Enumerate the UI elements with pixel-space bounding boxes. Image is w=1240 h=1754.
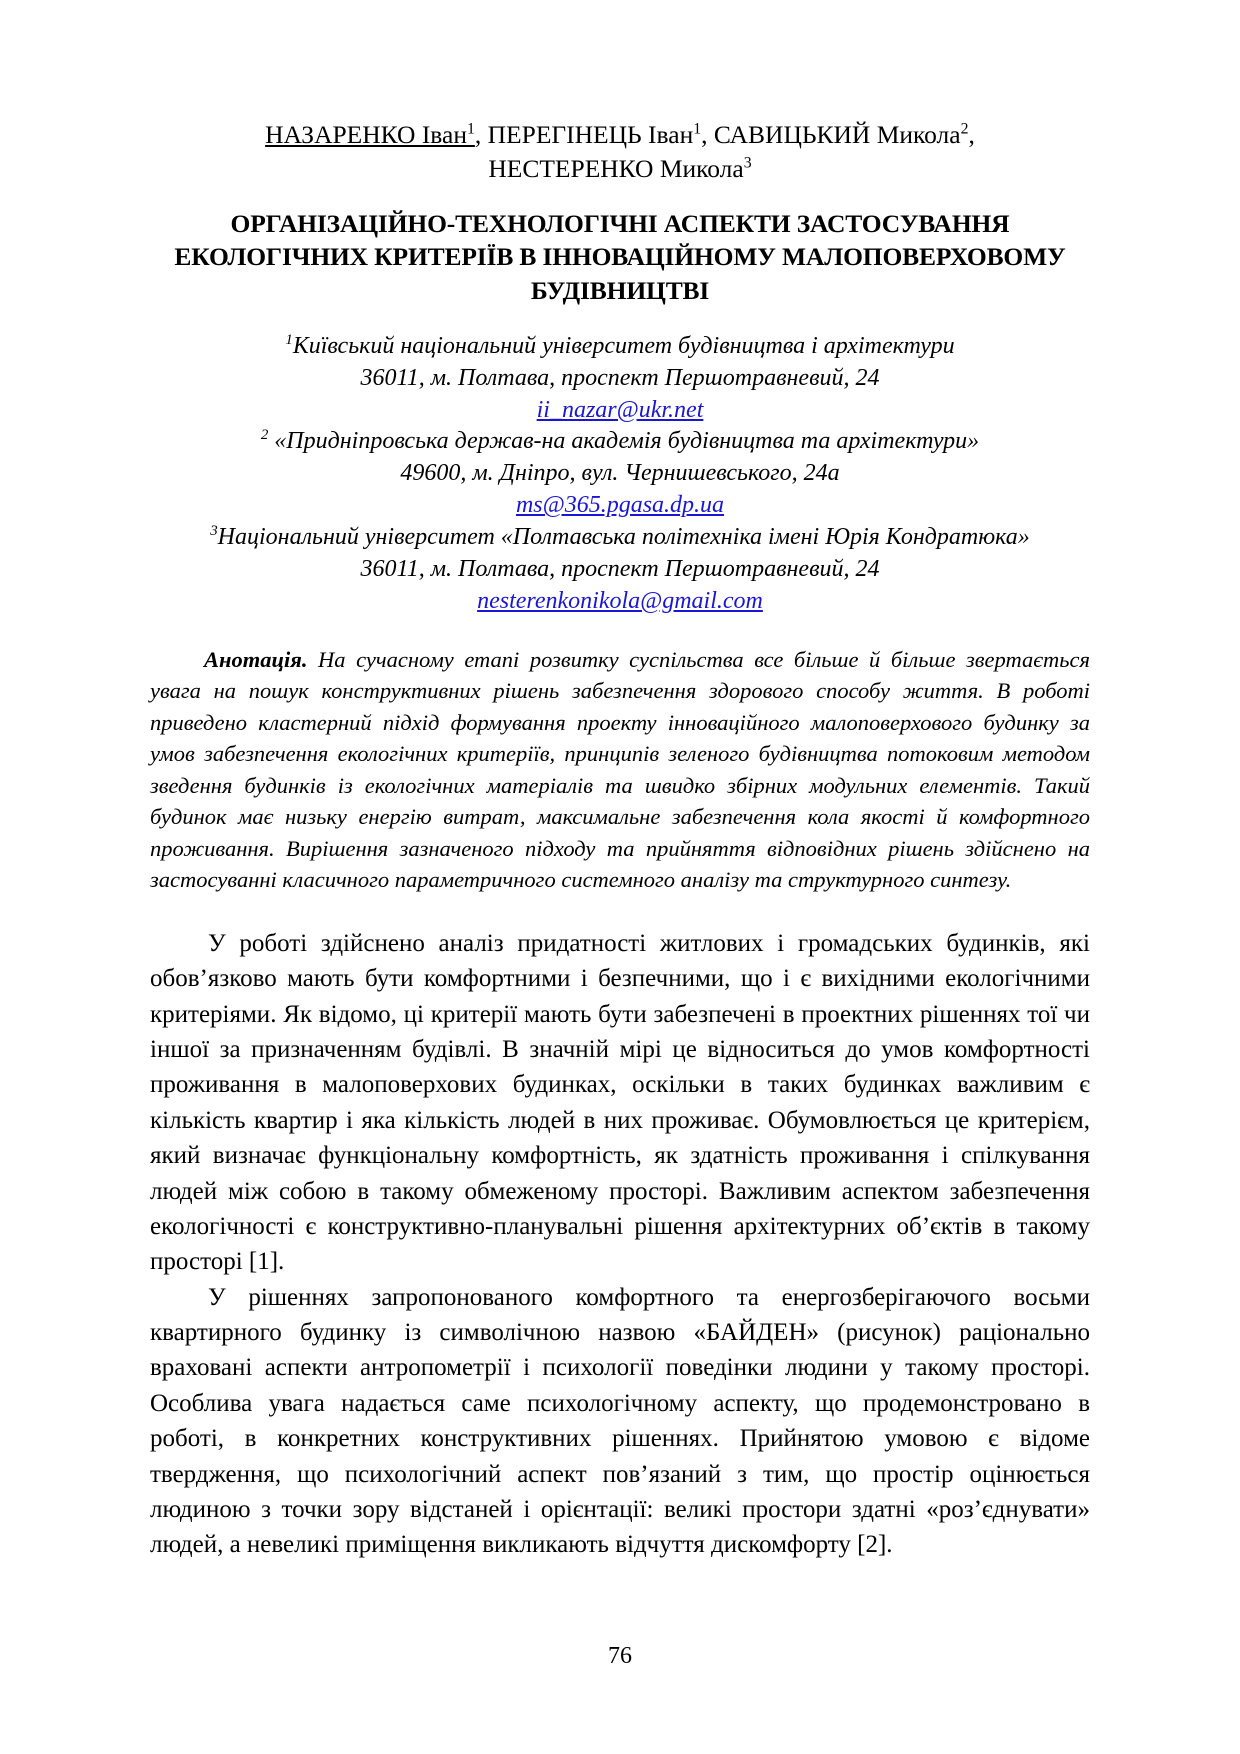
- affiliation-2-email-line: [150, 490, 1090, 522]
- title-line-3: БУДІВНИЦТВІ: [530, 275, 710, 305]
- affiliation-2-address: 49600, м. Дніпро, вул. Чернишевського, 24а: [400, 460, 840, 487]
- author-list: [150, 118, 1090, 185]
- email-link-3[interactable]: nesterenkonikola@gmail.com: [477, 587, 763, 614]
- author-name-3: САВИЦЬКИЙ Микола: [713, 120, 961, 149]
- body-paragraph-2: У рішеннях запропонованого комфортного та енергозберігаючого восьми квартирного будинку із символічною назвою «БАЙДЕН» (рисунок) раціонально враховані аспекти антропометрії і психології поведінки людини у такому просторі. Особлива увага надається саме психологічному аспекту, що продемонстровано в роботі, в конкретних конструктивних рішеннях. Прийнятою умовою є відоме твердження, що психологічний аспект пов’язаний з тим, що простір оцінюється людиною з точки зору відстаней і орієнтації: великі простори здатні «роз’єднувати» людей, а невеликі приміщення викликають відчуття дискомфорту [2].: [150, 1283, 1090, 1559]
- author-separator-3: ,: [968, 120, 975, 149]
- author-affiliation-marker-2: 1: [693, 120, 702, 138]
- affiliation-1-name: [150, 331, 1090, 363]
- author-line-2: [150, 152, 1090, 186]
- author-name-2: ПЕРЕГІНЕЦЬ Іван: [487, 120, 694, 149]
- affiliation-2-marker: 2: [260, 427, 269, 444]
- title-line-1: ОРГАНІЗАЦІЙНО-ТЕХНОЛОГІЧНІ АСПЕКТИ ЗАСТОСУВАННЯ: [230, 209, 1010, 239]
- abstract-text: На сучасному етапі розвитку суспільства все більше й більше звертається увага на пошук конструктивних рішень забезпечення здорового способу життя. В роботі приведено кластерний підхід формування проекту інноваційного малоповерхового будинку за умов забезпечення екологічних критеріїв, принципів зеленого будівництва потоковим методом зведення будинків із екологічних матеріалів та швидко збірних модульних елементів. Такий будинок має низьку енергію витрат, максимальне забезпечення кола якості й комфортного проживання. Вирішення зазначеного підходу та прийняття відповідних рішень здійснено на застосуванні класичного параметричного системного аналізу та структурного синтезу.: [150, 646, 1090, 893]
- author-line-1: [150, 118, 1090, 152]
- author-name-1-text: НАЗАРЕНКО Іван: [265, 120, 467, 149]
- affiliation-2-name: [150, 426, 1090, 458]
- author-name-4: НЕСТЕРЕНКО Микола: [488, 153, 744, 183]
- affiliation-3-marker: 3: [210, 523, 218, 540]
- affiliation-3-name-text: Національний університет «Полтавська політехніка імені Юрія Кондратюка»: [217, 524, 1030, 551]
- author-separator-2: ,: [701, 120, 714, 149]
- affiliation-1-marker: 1: [285, 331, 293, 348]
- email-link-1[interactable]: ii_nazar@ukr.net: [536, 396, 704, 423]
- author-affiliation-marker-1: 1: [466, 120, 475, 138]
- abstract: [150, 644, 1090, 896]
- page-title: [150, 207, 1090, 306]
- affiliation-1-name-text: Київський національний університет будівництва і архітектури: [292, 332, 955, 359]
- page-content: [150, 118, 1090, 1563]
- affiliation-3-address: 36011, м. Полтава, проспект Першотравневий, 24: [360, 556, 880, 583]
- affiliation-1-address: 36011, м. Полтава, проспект Першотравневий, 24: [360, 364, 880, 391]
- body-paragraph-1: У роботі здійснено аналіз придатності житлових і громадських будинків, які обов’язково мають бути комфортними і безпечними, що і є вихідними екологічними критеріями. Як відомо, ці критерії мають бути забезпечені в проектних рішеннях тої чи іншої за призначенням будівлі. В значній мірі це відноситься до умов комфортності проживання в малоповерхових будинках, оскільки в таких будинках важливим є кількість квартир і яка кількість людей в них проживає. Обумовлюється це критерієм, який визначає функціональну комфортність, як здатність проживання і спілкування людей між собою в такому обмеженому просторі. Важливим аспектом забезпечення екологічності є конструктивно-планувальні рішення архітектурних об’єктів в такому просторі [1].: [150, 929, 1090, 1276]
- title-line-2: ЕКОЛОГІЧНИХ КРИТЕРІЇВ В ІННОВАЦІЙНОМУ МАЛОПОВЕРХОВОМУ: [174, 242, 1066, 272]
- affiliation-2-name-text: «Придніпровська держав-на академія будівництва та архітектури»: [268, 428, 980, 455]
- email-link-2[interactable]: ms@365.pgasa.dp.ua: [515, 492, 725, 519]
- author-separator-1: ,: [474, 120, 488, 149]
- abstract-label: Анотація.: [204, 646, 308, 672]
- affiliation-1-email-line: [150, 395, 1090, 427]
- author-name-1: [265, 120, 475, 149]
- affiliation-3-email-line: [150, 586, 1090, 618]
- affiliation-block: [150, 331, 1090, 618]
- author-affiliation-marker-3: 2: [960, 120, 969, 138]
- affiliation-3-name: [150, 522, 1090, 554]
- page-number: 76: [608, 1643, 632, 1669]
- author-affiliation-marker-4: 3: [743, 154, 752, 172]
